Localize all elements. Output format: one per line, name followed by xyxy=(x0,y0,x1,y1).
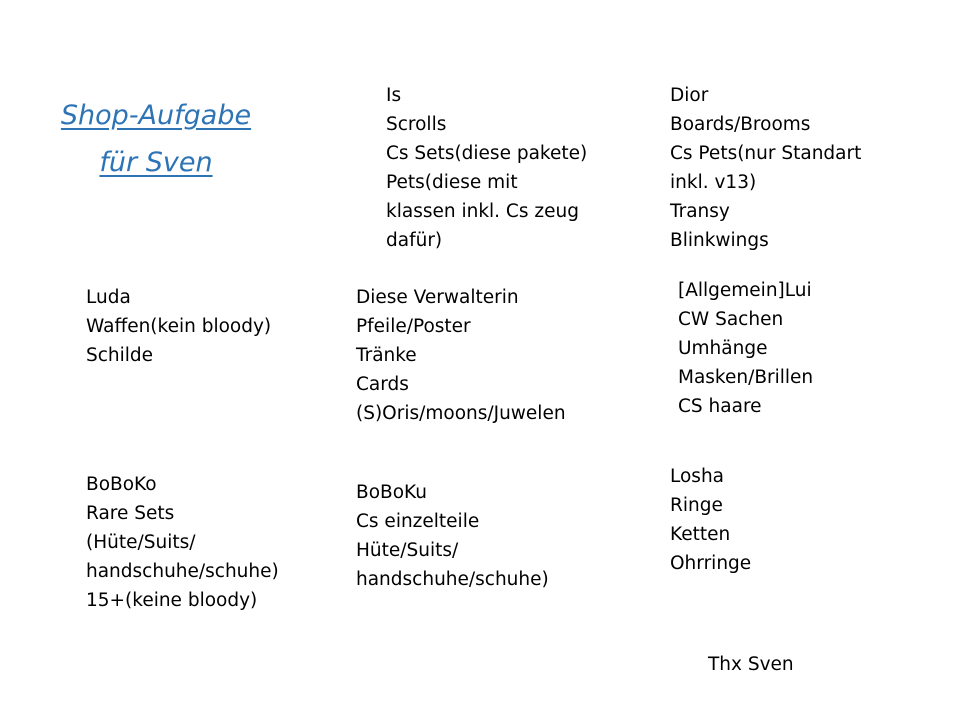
block-line: Cards xyxy=(356,374,409,395)
block-line: inkl. v13) xyxy=(670,172,757,193)
block-line: CS haare xyxy=(678,396,762,417)
block-line: Rare Sets xyxy=(86,503,175,524)
block-line: Schilde xyxy=(86,345,154,366)
block-line: Transy xyxy=(670,201,730,222)
block-line: Cs Sets(diese pakete) xyxy=(386,143,588,164)
text-block-verwalterin xyxy=(356,283,566,428)
block-line: Cs Pets(nur Standart xyxy=(670,143,862,164)
block-line: (Hüte/Suits/ xyxy=(86,532,196,553)
title-line-1: Shop-Aufgabe xyxy=(60,100,252,131)
block-line: Waffen(kein bloody) xyxy=(86,316,272,337)
title-line-2: für Sven xyxy=(99,147,213,178)
block-line: Pets(diese mit xyxy=(386,172,518,193)
block-heading: BoBoKu xyxy=(356,482,427,503)
block-line: Cs einzelteile xyxy=(356,511,480,532)
block-line: Scrolls xyxy=(386,114,447,135)
text-block-dior xyxy=(670,81,861,255)
block-heading: Losha xyxy=(670,466,725,487)
block-line: Ketten xyxy=(670,524,731,545)
block-line: 15+(keine bloody) xyxy=(86,590,258,611)
block-line: CW Sachen xyxy=(678,309,784,330)
block-heading: BoBoKo xyxy=(86,474,157,495)
block-line: dafür) xyxy=(386,230,443,251)
block-line: handschuhe/schuhe) xyxy=(356,569,549,590)
text-block-boboku xyxy=(356,478,549,594)
block-line: Blinkwings xyxy=(670,230,769,251)
text-block-boboko xyxy=(86,470,279,615)
text-block-losha xyxy=(670,462,751,578)
block-line: Umhänge xyxy=(678,338,768,359)
block-heading: Is xyxy=(386,85,402,106)
text-block-lui xyxy=(678,276,813,421)
block-line: klassen inkl. Cs zeug xyxy=(386,201,579,222)
block-heading: Diese Verwalterin xyxy=(356,287,519,308)
text-block-luda xyxy=(86,283,271,370)
block-line: Boards/Brooms xyxy=(670,114,811,135)
block-line: Masken/Brillen xyxy=(678,367,814,388)
block-heading: [Allgemein]Lui xyxy=(678,280,812,301)
thanks-note xyxy=(708,650,794,679)
block-line: (S)Oris/moons/Juwelen xyxy=(356,403,566,424)
block-heading: Dior xyxy=(670,85,709,106)
slide-title xyxy=(40,92,272,186)
block-line: Pfeile/Poster xyxy=(356,316,471,337)
block-heading: Luda xyxy=(86,287,131,308)
thanks-text: Thx Sven xyxy=(708,654,794,675)
block-line: handschuhe/schuhe) xyxy=(86,561,279,582)
block-line: Ringe xyxy=(670,495,723,516)
text-block-is xyxy=(386,81,587,255)
block-line: Hüte/Suits/ xyxy=(356,540,459,561)
block-line: Tränke xyxy=(356,345,417,366)
block-line: Ohrringe xyxy=(670,553,752,574)
